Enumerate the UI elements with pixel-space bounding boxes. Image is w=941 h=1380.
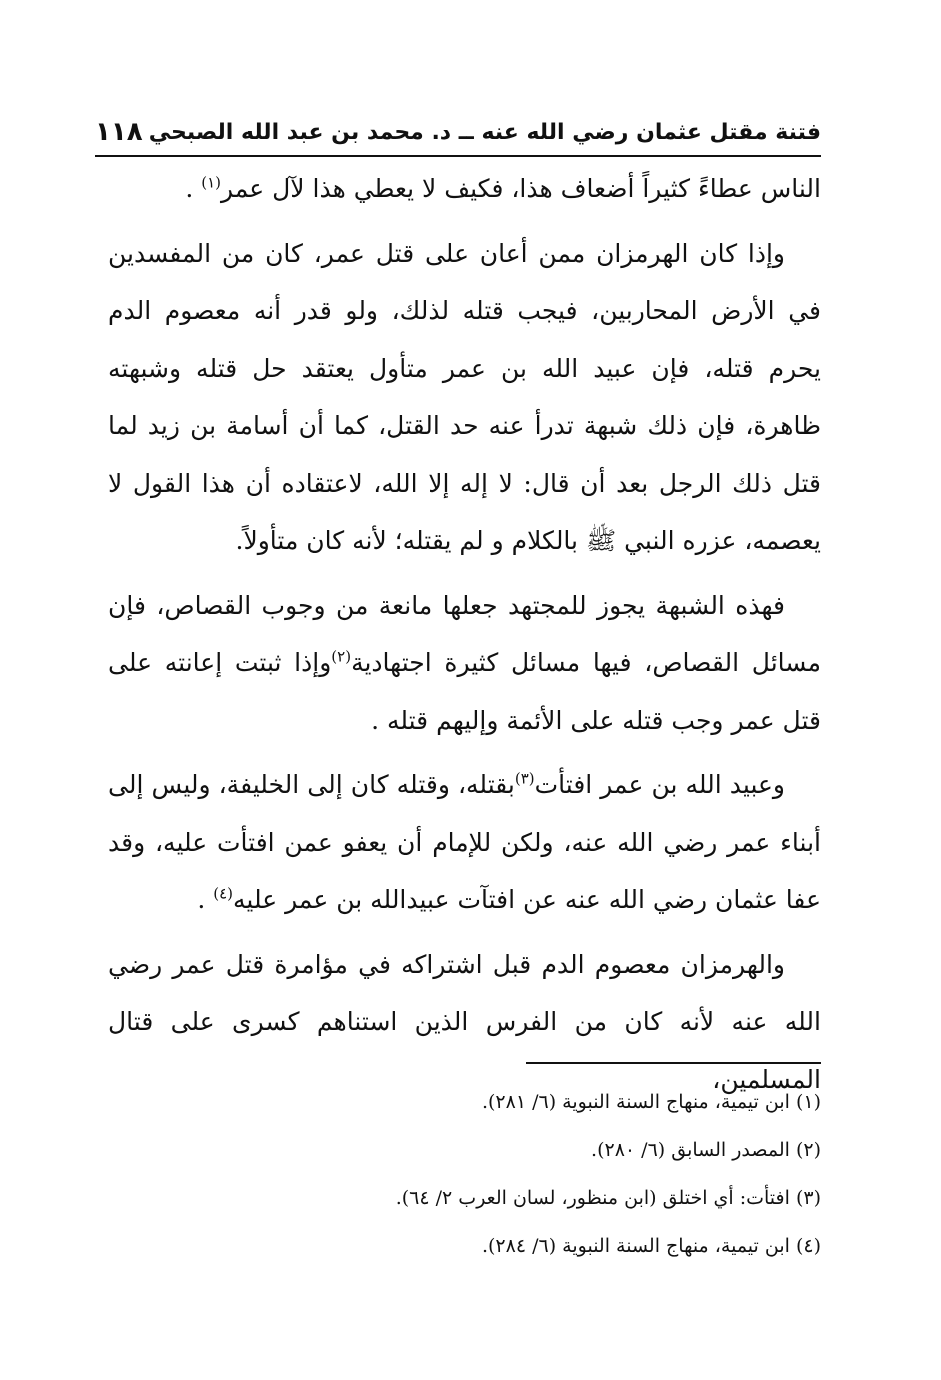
footnote-ref-1: (١) bbox=[201, 173, 222, 192]
footnote-3: (٣) افتأت: أي اختلق (ابن منظور، لسان العرب ٢/ ٦٤). bbox=[395, 1187, 821, 1209]
footnote-1: (١) ابن تيمية، منهاج السنة النبوية (٦/ ٢٨١). bbox=[481, 1091, 821, 1113]
main-text bbox=[108, 160, 821, 1115]
footnote-2: (٢) المصدر السابق (٦/ ٢٨٠). bbox=[591, 1139, 821, 1161]
paragraph-4: وعبيد الله بن عمر افتأت$^{(٣)}$بقتله، وقتله كان إلى الخليفة، وليس إلى أبناء عمر رضي الله عنه، ولكن للإمام أن يعفو عمن افتأت عليه، وقد عفا عثمان رضي الله عنه عن افتآت عبيدالله بن عمر عليه$^{(٤)}$ . bbox=[108, 769, 821, 914]
footnote-4: (٤) ابن تيمية، منهاج السنة النبوية (٦/ ٢٨٤). bbox=[481, 1235, 821, 1257]
running-header bbox=[95, 112, 821, 152]
paragraph-2: وإذا كان الهرمزان ممن أعان على قتل عمر، كان من المفسدين في الأرض المحاربين، فيجب قتله لذلك، ولو قدر أنه معصوم الدم يحرم قتله، فإن عبيد الله بن عمر متأول يعتقد حل قتله وشبهته ظاهرة، فإن ذلك شبهة تدرأ عنه حد القتل، كما أن أسامة بن زيد لما قتل ذلك الرجل بعد أن قال: لا إله إلا الله، لاعتقاده أن هذا القول لا يعصمه، عزره النبي ﷺ بالكلام و لم يقتله؛ لأنه كان متأولاً. bbox=[108, 238, 821, 555]
running-title: فتنة مقتل عثمان رضي الله عنه ــ د. محمد بن عبد الله الصبحي bbox=[148, 119, 821, 145]
footnote-divider bbox=[526, 1062, 821, 1064]
page-number: ١١٨ bbox=[95, 117, 143, 147]
footnote-ref-4: (٤) bbox=[213, 884, 233, 903]
paragraph-5: والهرمزان معصوم الدم قبل اشتراكه في مؤامرة قتل عمر رضي الله عنه لأنه كان من الفرس الذين استناهم كسرى على قتال المسلمين، bbox=[108, 949, 821, 1094]
paragraph-3: فهذه الشبهة يجوز للمجتهد جعلها مانعة من وجوب القصاص، فإن مسائل القصاص، فيها مسائل كثيرة اجتهادية$^{(٢)}$وإذا ثبتت إعانته على قتل عمر وجب قتله على الأئمة وإليهم قتله . bbox=[108, 590, 821, 735]
header-divider bbox=[95, 155, 821, 157]
paragraph-1: الناس عطاءً كثيراً أضعاف هذا، فكيف لا يعطي هذا لآل عمر$^{(١)}$ . bbox=[185, 173, 821, 203]
footnote-ref-2: (٢) bbox=[331, 647, 352, 666]
footnotes bbox=[108, 1078, 821, 1270]
footnote-ref-3: (٣) bbox=[514, 769, 535, 788]
